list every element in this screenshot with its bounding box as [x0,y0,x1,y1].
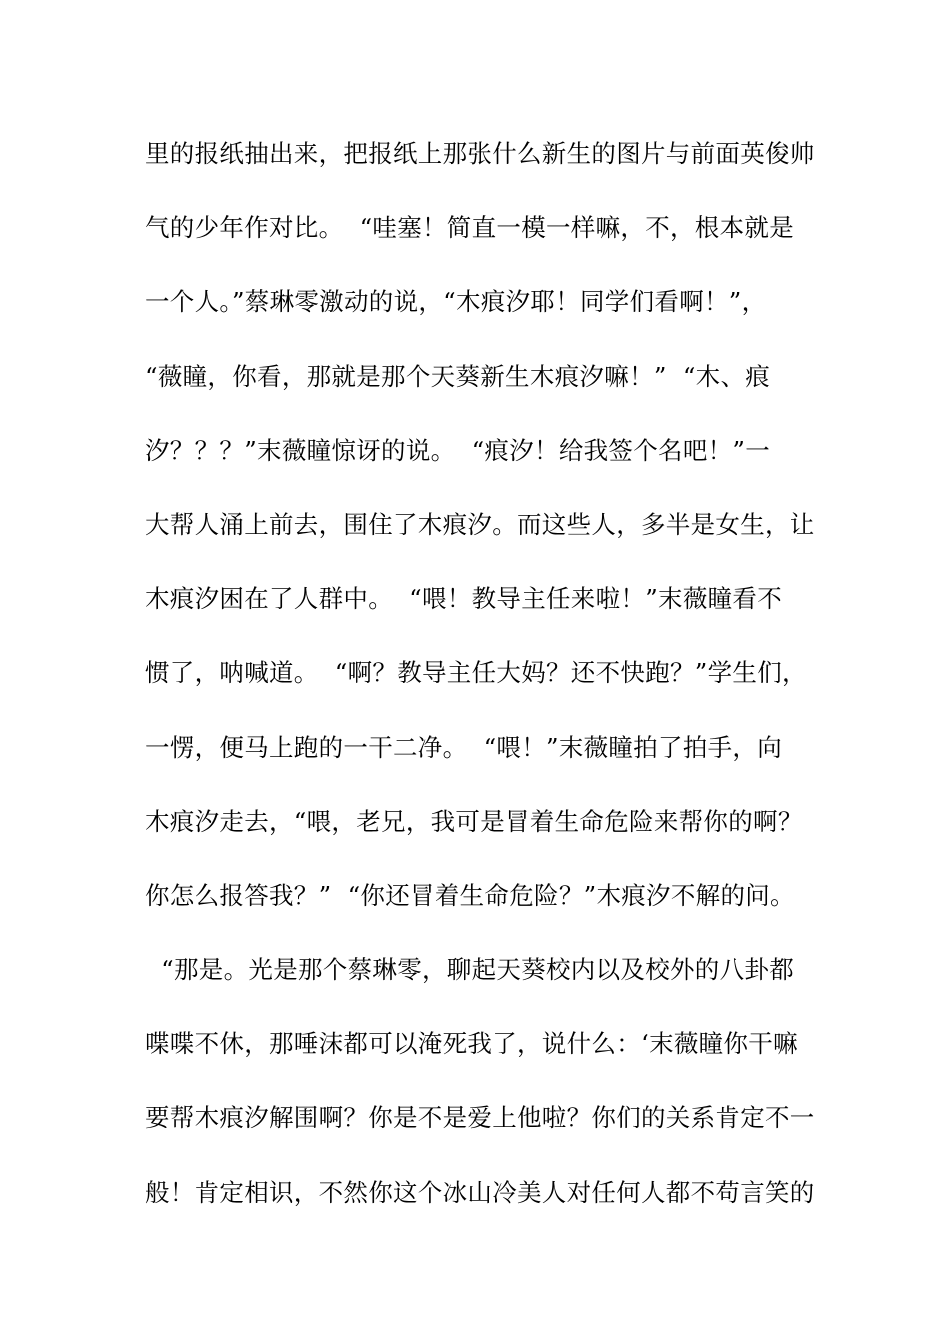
text-line: 一个人。”蔡琳零激动的说，“木痕汐耶！同学们看啊！”， [145,287,767,317]
text-line: 汐？？？”末薇瞳惊讶的说。 “痕汐！给我签个名吧！”一 [145,435,771,465]
text-line: 大帮人涌上前去，围住了木痕汐。而这些人，多半是女生，让 [145,509,815,539]
text-line: 里的报纸抽出来，把报纸上那张什么新生的图片与前面英俊帅 [145,139,815,168]
text-line: 木痕汐困在了人群中。 “喂！教导主任来啦！”末薇瞳看不 [145,584,783,614]
text-line: 木痕汐走去，“喂，老兄，我可是冒着生命危险来帮你的啊？ [145,806,803,836]
text-line: 你怎么报答我？” “你还冒着生命危险？”木痕汐不解的问。 [145,880,795,910]
text-line: “薇瞳，你看，那就是那个天葵新生木痕汐嘛！” “木、痕 [145,361,771,391]
text-line: 惯了，呐喊道。 “啊？教导主任大妈？还不快跑？”学生们， [145,658,807,688]
text-line: 气的少年作对比。 “哇塞！简直一模一样嘛，不，根本就是 [145,213,794,243]
text-line: “那是。光是那个蔡琳零，聊起天葵校内以及校外的八卦都 [145,955,794,985]
text-line: 般！肯定相识，不然你这个冰山冷美人对任何人都不苟言笑的 [145,1177,815,1207]
body-text [145,131,825,1244]
text-line: 喋喋不休，那唾沫都可以淹死我了，说什么：‘末薇瞳你干嘛 [145,1029,798,1059]
text-line: 要帮木痕汐解围啊？你是不是爱上他啦？你们的关系肯定不一 [145,1103,815,1133]
text-line: 一愣，便马上跑的一干二净。 “喂！”末薇瞳拍了拍手，向 [145,732,783,762]
